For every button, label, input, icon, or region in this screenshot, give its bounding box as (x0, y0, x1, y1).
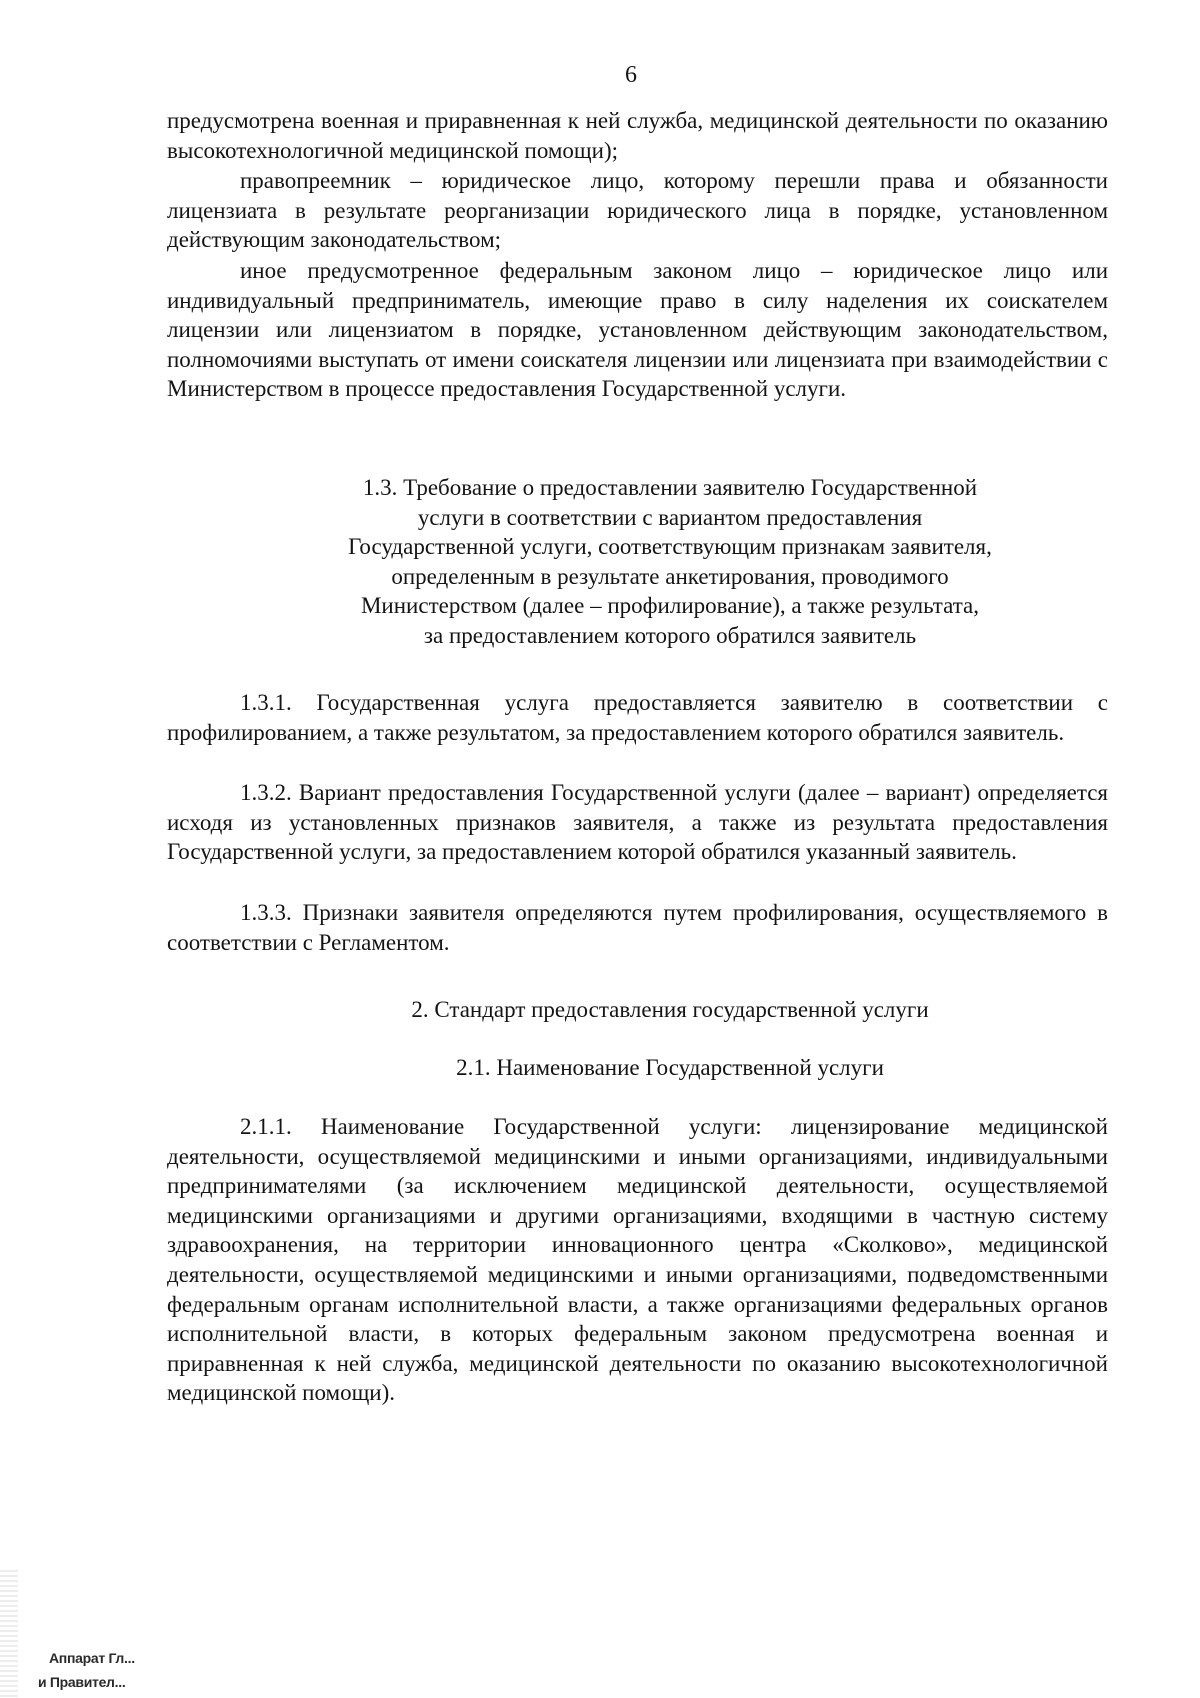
paragraph-successor: правопреемник – юридическое лицо, которому перешли права и обязанности лицензиата в результате реорганизации юридического лица в порядке, установленном действующим законодательством; (167, 168, 1108, 253)
paragraph-1-3-2: 1.3.2. Вариант предоставления Государственной услуги (далее – вариант) определяется исходя из установленных признаков заявителя, а также из результата предоставления Государственной услуги, за предоставлением которой обратился указанный заявитель. (167, 780, 1108, 865)
stamp-line-1: Аппарат Гл... (49, 1650, 135, 1666)
heading-1-3-line-2: услуги в соответствии с вариантом предоставления (417, 504, 923, 530)
heading-1-3-line-1: 1.3. Требование о предоставлении заявителю Государственной (362, 475, 978, 500)
heading-1-3 (0, 473, 1200, 651)
heading-1-3-line-5: Министерством (далее – профилирование), а также результата, (360, 593, 980, 619)
paragraph-1-3-1: 1.3.1. Государственная услуга предоставляется заявителю в соответствии с профилированием, а также результатом, за предоставлением которого обратился заявитель. (167, 690, 1108, 745)
paragraph-continuation: предусмотрена военная и приравненная к ней служба, медицинской деятельности по оказанию высокотехнологичной медицинской помощи); (167, 108, 1108, 163)
heading-1-3-line-4: определенным в результате анкетирования, проводимого (391, 563, 949, 589)
heading-1-3-line-3: Государственной услуги, соответствующим признакам заявителя, (348, 534, 992, 560)
heading-2: 2. Стандарт предоставления государственной услуги (411, 997, 929, 1022)
heading-2-1: 2.1. Наименование Государственной услуги (456, 1055, 884, 1080)
paragraph-1-3-3: 1.3.3. Признаки заявителя определяются путем профилирования, осуществляемого в соответствии с Регламентом. (167, 900, 1108, 955)
page-number: 6 (625, 62, 637, 88)
scan-edge-noise (0, 1570, 18, 1698)
heading-1-3-line-6: за предоставлением которого обратился заявитель (423, 622, 917, 648)
paragraph-other-person: иное предусмотренное федеральным законом лицо – юридическое лицо или индивидуальный предприниматель, имеющие право в силу наделения их соискателем лицензии или лицензиатом в порядке, установленном действующим законодательством, полномочиями выступать от имени соискателя лицензии или лицензиата при взаимодействии с Министерством в процессе предоставления Государственной услуги. (167, 258, 1108, 402)
stamp-line-2: и Правител... (38, 1674, 126, 1690)
paragraph-2-1-1: 2.1.1. Наименование Государственной услуги: лицензирование медицинской деятельности, осуществляемой медицинскими и иными организациями, индивидуальными предпринимателями (за исключением медицинской деятельности, осуществляемой медицинскими организациями и другими организациями, входящими в частную систему здравоохранения, на территории инновационного центра «Сколково», медицинской деятельности, осуществляемой медицинскими и иными организациями, подведомственными федеральным органам исполнительной власти, а также организациями федеральных органов исполнительной власти, в которых федеральным законом предусмотрена военная и приравненная к ней служба, медицинской деятельности по оказанию высокотехнологичной медицинской помощи). (167, 1114, 1108, 1406)
